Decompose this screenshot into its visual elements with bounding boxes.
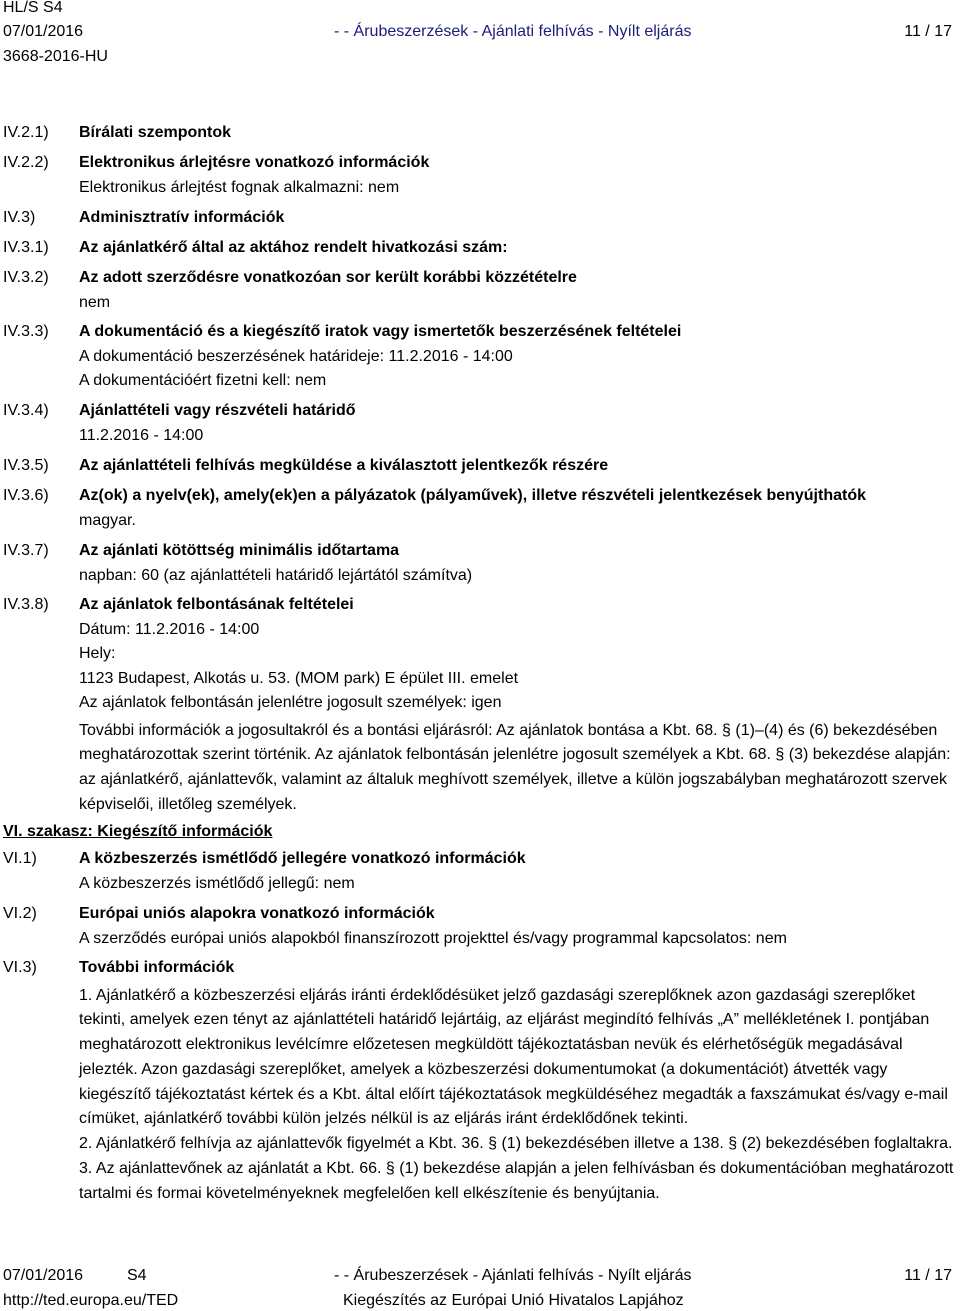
section-number: IV.3.6) [3,487,49,504]
section-number: IV.3.4) [3,402,49,419]
section-heading: A dokumentáció és a kiegészítő iratok vagy ismertetők beszerzésének feltételei [79,323,682,340]
section-text: A dokumentáció beszerzésének határideje: 11.2.2016 - 14:00 [79,347,513,365]
section-heading: Az ajánlatkérő által az aktához rendelt hivatkozási szám: [79,239,508,256]
part-vi-title: VI. szakasz: Kiegészítő információk [3,823,273,840]
footer-page-number: 11 / 17 [904,1267,952,1284]
section-text: A dokumentációért fizetni kell: nem [79,372,327,389]
section-text: Az ajánlatok felbontásán jelenlétre jogosult személyek: igen [79,694,502,711]
section-heading: Az ajánlati kötöttség minimális időtartama [79,542,400,559]
header-title: - - Árubeszerzések - Ajánlati felhívás - Nyílt eljárás [334,23,692,40]
section-number: VI.2) [3,905,37,922]
section-number: IV.3) [3,209,36,226]
section-heading: További információk [79,959,235,976]
section-text: 11.2.2016 - 14:00 [79,426,204,444]
section-heading: Ajánlattételi vagy részvételi határidő [79,402,356,419]
section-number: IV.2.2) [3,154,49,171]
footer-url[interactable]: http://ted.europa.eu/TED [3,1292,179,1309]
header-doc-id: 3668-2016-HU [3,48,108,65]
section-number: IV.3.3) [3,323,49,340]
section-heading: Elektronikus árlejtésre vonatkozó információk [79,154,430,171]
section-heading: Bírálati szempontok [79,124,232,141]
section-text: A szerződés európai uniós alapokból finanszírozott projekttel és/vagy programmal kapcsolatos: nem [79,929,787,947]
section-heading: Az(ok) a nyelv(ek), amely(ek)en a pályázatok (pályaművek), illetve részvételi jelentkezések benyújthatók [79,487,866,504]
section-heading: Az ajánlattételi felhívás megküldése a kiválasztott jelentkezők részére [79,457,609,474]
footer-date: 07/01/2016 [3,1267,84,1284]
section-text: 1123 Budapest, Alkotás u. 53. (MOM park) E épület III. emelet [79,669,519,687]
section-text: magyar. [79,511,136,529]
section-number: VI.1) [3,850,37,867]
header-page-number: 11 / 17 [904,23,952,40]
section-text: A közbeszerzés ismétlődő jellegű: nem [79,874,355,892]
section-number: IV.3.7) [3,542,49,559]
section-heading: Az adott szerződésre vonatkozóan sor került korábbi közzétételre [79,269,577,286]
section-text: Hely: [79,645,116,662]
footer-series: S4 [127,1267,147,1284]
section-paragraph: 3. Az ajánlattevőnek az ajánlatát a Kbt. 66. § (1) bekezdése alapján a jelen felhívásban és dokumentációban meghatározott tartalmi és formai követelményeknek megfelelően kell elkészítenie és benyújtania. [79,1160,954,1202]
section-number: IV.2.1) [3,124,49,141]
section-number: IV.3.8) [3,596,49,613]
section-number: IV.3.5) [3,457,49,474]
section-number: IV.3.1) [3,239,49,256]
section-text: napban: 60 (az ajánlattételi határidő lejártától számítva) [79,566,473,584]
section-text: nem [79,293,111,311]
section-text: Elektronikus árlejtést fognak alkalmazni: nem [79,178,400,196]
footer-title: - - Árubeszerzések - Ajánlati felhívás - Nyílt eljárás [334,1267,692,1284]
section-heading: Európai uniós alapokra vonatkozó információk [79,905,435,922]
header-series: HL/S S4 [3,0,63,16]
section-paragraph: További információk a jogosultakról és a bontási eljárásról: Az ajánlatok bontása a Kbt. 68. § (1)–(4) és (6) bekezdésében meghatározottak szerint történik. Az ajánlatok felbontásán jelenlétre jogosult személyek a Kbt. 68. § (3) bekezdése alapján: az ajánlatkérő, ajánlattevők, valamint az általuk meghívott személyek, illetve a külön jogszabályban meghatározott szervek képviselői, illetőleg személyek. [79,721,951,813]
section-heading: A közbeszerzés ismétlődő jellegére vonatkozó információk [79,850,526,867]
footer-publisher: Kiegészítés az Európai Unió Hivatalos Lapjához [343,1292,684,1309]
section-heading: Az ajánlatok felbontásának feltételei [79,596,354,613]
section-number: IV.3.2) [3,269,49,286]
section-paragraph: 2. Ajánlatkérő felhívja az ajánlattevők figyelmét a Kbt. 36. § (1) bekezdésében illetve a 138. § (2) bekezdésében foglaltakra. [79,1135,953,1153]
section-heading: Adminisztratív információk [79,209,285,226]
section-number: VI.3) [3,959,37,976]
section-text: Dátum: 11.2.2016 - 14:00 [79,620,260,638]
header-date: 07/01/2016 [3,23,84,40]
section-paragraph: 1. Ajánlatkérő a közbeszerzési eljárás iránti érdeklődésüket jelző gazdasági szereplőknek azon gazdasági szereplőket tekinti, amelyek ezen tényt az ajánlattételi határidő lejártáig, az eljárást megindító felhívás „A” mellékletének I. pontjában meghatározott elektronikus levélcímre előzetesen megküldött tájékoztatásban nevük és elérhetőségük megadásával jelezték. Azon gazdasági szereplőket, amelyek a közbeszerzési dokumentumokat (a dokumentációt) átvették vagy kiegészítő tájékoztatást kértek és a Kbt. által előírt tájékoztatások megküldéséhez megadták a faxszámukat és/vagy e-mail címüket, ajánlatkérő további külön jelzés nélkül is az eljárás iránt érdeklődőnek tekinti. [79,986,948,1128]
